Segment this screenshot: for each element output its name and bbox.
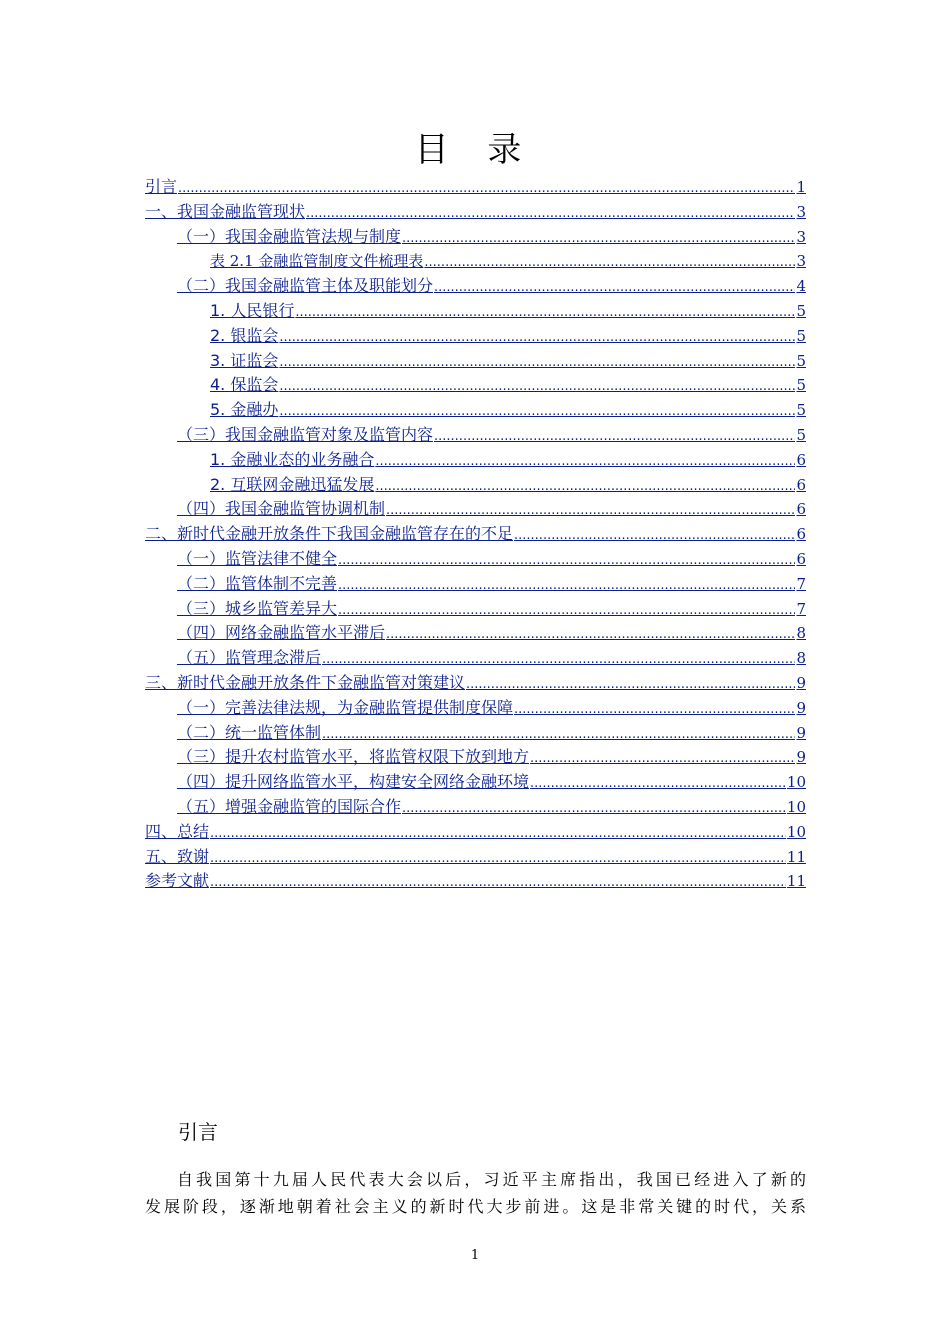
toc-entry[interactable] <box>145 597 806 622</box>
toc-page-number: 8 <box>796 624 806 643</box>
paragraph-line: 发展阶段，逐渐地朝着社会主义的新时代大步前进。这是非常关键的时代，关系 <box>145 1197 806 1216</box>
toc-leader-dots <box>279 351 795 376</box>
toc-leader-dots <box>402 797 786 822</box>
toc-entry[interactable] <box>145 572 806 597</box>
toc-page-number: 5 <box>796 351 806 370</box>
toc-entry-title: （二）统一监管体制 <box>177 722 322 742</box>
toc-leader-dots <box>295 301 795 326</box>
toc-page-number: 3 <box>796 227 806 246</box>
toc-leader-dots <box>279 400 795 425</box>
toc-entry-title: （四）我国金融监管协调机制 <box>177 499 386 519</box>
toc-entry-title: （二）我国金融监管主体及职能划分 <box>177 276 434 296</box>
toc-entry-title: （一）我国金融监管法规与制度 <box>177 226 402 246</box>
toc-entry[interactable] <box>145 745 806 770</box>
toc-page-number: 6 <box>796 500 806 519</box>
toc-page-number: 7 <box>796 599 806 618</box>
toc-entry[interactable] <box>145 845 806 870</box>
toc-entry[interactable] <box>145 473 806 498</box>
toc-page-number: 3 <box>796 252 806 271</box>
toc-entry-title: 参考文献 <box>145 871 210 891</box>
toc-entry-title: 一、我国金融监管现状 <box>145 201 306 221</box>
toc-page-number: 10 <box>786 773 806 792</box>
toc-page-number: 6 <box>796 525 806 544</box>
toc-leader-dots <box>306 202 795 227</box>
toc-leader-dots <box>210 822 786 847</box>
toc-leader-dots <box>279 326 795 351</box>
toc-entry[interactable] <box>145 299 806 324</box>
toc-entry[interactable] <box>145 349 806 374</box>
toc-leader-dots <box>375 450 795 475</box>
toc-page-number: 1 <box>796 178 806 196</box>
toc-entry[interactable] <box>145 671 806 696</box>
toc-leader-dots <box>386 623 795 648</box>
toc-page-number: 10 <box>786 797 806 816</box>
toc-entry-title: 引言 <box>145 177 178 196</box>
toc-leader-dots <box>279 375 795 400</box>
toc-entry-title: 表 2.1 金融监管制度文件梳理表 <box>210 252 424 271</box>
toc-entry-title: （四）网络金融监管水平滞后 <box>177 623 386 643</box>
toc-entry[interactable] <box>145 646 806 671</box>
toc-entry[interactable] <box>145 497 806 522</box>
toc-entry-title: 四、总结 <box>145 821 210 841</box>
toc-leader-dots <box>338 549 795 574</box>
toc-entry[interactable] <box>145 770 806 795</box>
toc-entry-title: 五、致谢 <box>145 846 210 866</box>
toc-entry-title: 三、新时代金融开放条件下金融监管对策建议 <box>145 672 466 692</box>
toc-page-number: 6 <box>796 475 806 494</box>
toc-leader-dots <box>466 673 795 698</box>
toc-entry[interactable] <box>145 621 806 646</box>
toc-page-number: 11 <box>786 847 806 866</box>
toc-leader-dots <box>402 227 795 252</box>
toc-entry[interactable] <box>145 373 806 398</box>
toc-leader-dots <box>210 847 786 872</box>
toc-entry[interactable] <box>145 324 806 349</box>
toc-entry[interactable] <box>145 547 806 572</box>
table-of-contents <box>145 175 806 894</box>
toc-entry[interactable] <box>145 696 806 721</box>
toc-entry-title: （五）增强金融监管的国际合作 <box>177 796 402 816</box>
toc-leader-dots <box>338 574 795 599</box>
toc-entry[interactable] <box>145 795 806 820</box>
toc-entry-title: （一）监管法律不健全 <box>177 548 338 568</box>
toc-leader-dots <box>338 599 795 624</box>
toc-entry-title: 2. 银监会 <box>210 325 279 345</box>
page-number: 1 <box>470 1248 480 1263</box>
toc-entry-title: 二、新时代金融开放条件下我国金融监管存在的不足 <box>145 524 514 544</box>
toc-page-number: 9 <box>796 723 806 742</box>
toc-entry-title: （四）提升网络监管水平，构建安全网络金融环境 <box>177 772 530 792</box>
toc-entry[interactable] <box>145 200 806 225</box>
toc-page-number: 11 <box>786 872 806 891</box>
toc-entry-title: （三）我国金融监管对象及监管内容 <box>177 424 434 444</box>
toc-page-number: 4 <box>796 277 806 296</box>
toc-entry[interactable] <box>145 522 806 547</box>
toc-page-number: 9 <box>796 673 806 692</box>
toc-leader-dots <box>424 251 795 276</box>
toc-leader-dots <box>375 475 795 500</box>
toc-leader-dots <box>530 772 786 797</box>
toc-entry-title: 5. 金融办 <box>210 400 279 420</box>
toc-entry-title: 3. 证监会 <box>210 350 279 370</box>
toc-entry[interactable] <box>145 820 806 845</box>
toc-entry[interactable] <box>145 274 806 299</box>
body-paragraph <box>145 1166 806 1220</box>
toc-entry-title: （三）提升农村监管水平，将监管权限下放到地方 <box>177 747 530 767</box>
toc-entry[interactable] <box>145 869 806 894</box>
toc-leader-dots <box>322 648 795 673</box>
toc-page-number: 8 <box>796 649 806 668</box>
toc-entry-title: （二）监管体制不完善 <box>177 573 338 593</box>
page-title: 目 录 <box>414 130 536 170</box>
toc-entry-title: 2. 互联网金融迅猛发展 <box>210 474 375 494</box>
toc-entry-title: 1. 人民银行 <box>210 300 295 320</box>
toc-entry-title: 4. 保监会 <box>210 375 279 395</box>
toc-entry[interactable] <box>145 721 806 746</box>
toc-entry-title: 1. 金融业态的业务融合 <box>210 449 375 469</box>
toc-leader-dots <box>178 177 795 202</box>
toc-entry[interactable] <box>145 249 806 274</box>
toc-entry-title: （一）完善法律法规，为金融监管提供制度保障 <box>177 697 514 717</box>
toc-entry[interactable] <box>145 175 806 200</box>
section-heading: 引言 <box>178 1120 218 1144</box>
toc-leader-dots <box>386 499 795 524</box>
toc-page-number: 3 <box>796 202 806 221</box>
toc-leader-dots <box>210 871 786 896</box>
toc-entry[interactable] <box>145 225 806 250</box>
toc-page-number: 7 <box>796 574 806 593</box>
toc-page-number: 5 <box>796 301 806 320</box>
toc-leader-dots <box>530 747 795 772</box>
toc-leader-dots <box>434 276 795 301</box>
toc-leader-dots <box>434 425 795 450</box>
toc-page-number: 5 <box>796 326 806 345</box>
toc-page-number: 5 <box>796 376 806 395</box>
toc-leader-dots <box>514 524 795 549</box>
paragraph-line: 自我国第十九届人民代表大会以后，习近平主席指出，我国已经进入了新的 <box>177 1170 806 1189</box>
toc-leader-dots <box>514 698 795 723</box>
toc-entry[interactable] <box>145 448 806 473</box>
toc-page-number: 10 <box>786 822 806 841</box>
toc-entry-title: （三）城乡监管差异大 <box>177 598 338 618</box>
toc-page-number: 5 <box>796 425 806 444</box>
toc-leader-dots <box>322 723 795 748</box>
toc-page-number: 6 <box>796 450 806 469</box>
toc-entry[interactable] <box>145 398 806 423</box>
toc-page-number: 9 <box>796 698 806 717</box>
toc-entry-title: （五）监管理念滞后 <box>177 648 322 668</box>
toc-page-number: 6 <box>796 549 806 568</box>
toc-page-number: 5 <box>796 401 806 420</box>
toc-entry[interactable] <box>145 423 806 448</box>
toc-page-number: 9 <box>796 748 806 767</box>
